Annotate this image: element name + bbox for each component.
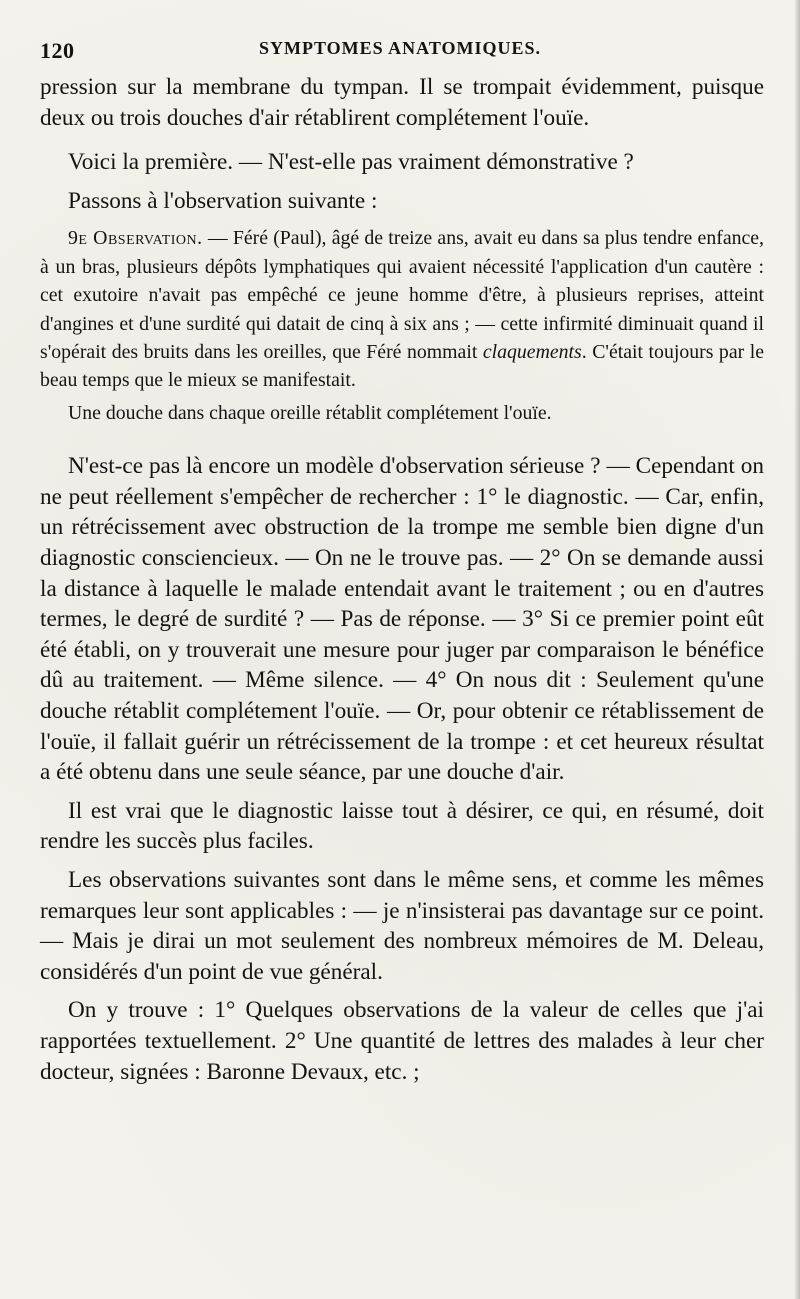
page-body: [40, 72, 764, 1087]
page-edge-shadow: [794, 0, 800, 1299]
page-header: [40, 34, 760, 62]
page-number: 120: [40, 38, 75, 63]
paragraph-critique: N'est-ce pas là encore un modèle d'observation sérieuse ? — Cependant on ne peut réellement s'empêcher de rechercher : 1° le diagnostic. — Car, enfin, un rétrécissement avec obstruction de la trompe me semble bien digne d'un diagnostic consciencieux. — On ne le trouve pas. — 2° On se demande aussi la distance à laquelle le malade entendait avant le traitement ; ou en d'autres termes, le degré de surdité ? — Pas de réponse. — 3° Si ce premier point eût été établi, on y trouverait une mesure pour juger par comparaison le bénéfice dû au traitement. — Même silence. — 4° On nous dit : Seulement qu'une douche rétablit complétement l'ouïe. — Or, pour obtenir ce rétablissement de l'ouïe, il fallait guérir un rétrécissement de la trompe : et cet heureux résultat a été obtenu dans une seule séance, par une douche d'air.: [40, 453, 764, 786]
running-title: SYMPTOMES ANATOMIQUES.: [258, 37, 542, 58]
paragraph-observations-suivantes: Les observations suivantes sont dans le même sens, et comme les mêmes remarques leur sont applicables : — je n'insisterai pas davantage sur ce point. — Mais je dirai un mot seulement des nombreux mémoires de M. Deleau, considérés d'un point de vue général.: [40, 866, 764, 985]
paragraph-voici: Voici la première. — N'est-elle pas vraiment démonstrative ?: [68, 149, 634, 176]
observation-italic-term: claquements: [482, 341, 582, 363]
observation-label: 9e Observation.: [68, 227, 203, 250]
paragraph-passons: Passons à l'observation suivante :: [68, 187, 378, 214]
observation-text-b: . C'était toujours par le beau temps que le mieux se manifestait.: [40, 341, 764, 392]
observation-text-a: — Féré (Paul), âgé de treize ans, avait eu dans sa plus tendre enfance, à un bras, plusieurs dépôts lymphatiques qui avaient nécessité l'application d'un cautère : cet exutoire n'avait pas empêché ce jeune homme d'être, à plusieurs reprises, atteint d'angines et d'une surdité qui datait de cinq à six ans ; — cette infirmité diminuait quand il s'opérait des bruits dans les oreilles, que Féré nommait: [40, 227, 764, 363]
observation-9: [40, 224, 764, 394]
paragraph-diagnostic: Il est vrai que le diagnostic laisse tout à désirer, ce qui, en résumé, doit rendre les succès plus faciles.: [40, 797, 764, 855]
observation-result: Une douche dans chaque oreille rétablit complétement l'ouïe.: [68, 401, 552, 424]
paragraph-continuation: pression sur la membrane du tympan. Il se trompait évidemment, puisque deux ou trois douches d'air rétablirent complétement l'ouïe.: [40, 74, 764, 131]
paragraph-on-y-trouve: On y trouve : 1° Quelques observations de la valeur de celles que j'ai rapportées textuellement. 2° Une quantité de lettres des malades à leur cher docteur, signées : Baronne Devaux, etc. ;: [40, 997, 764, 1085]
